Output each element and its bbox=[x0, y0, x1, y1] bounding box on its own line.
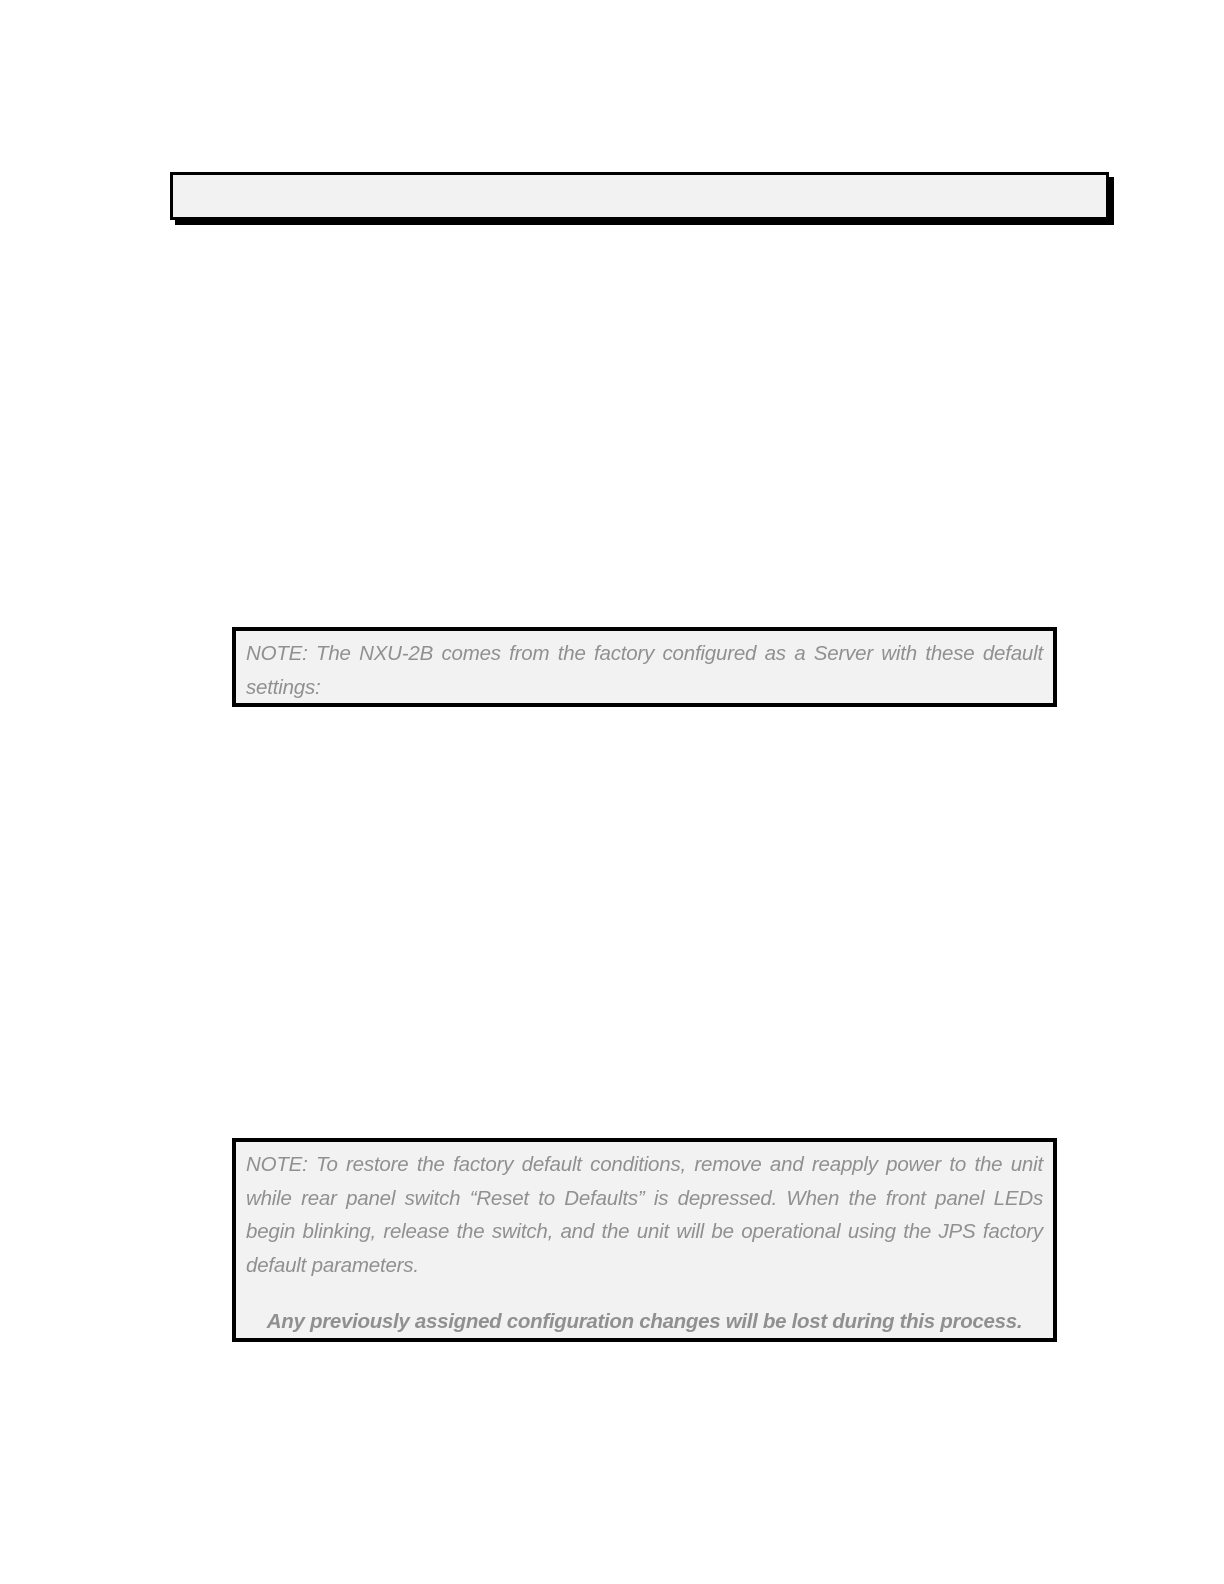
note-text: NOTE: To restore the factory default conditions, remove and reapply power to the unit while rear panel switch “Reset to Defaults” is depressed. When the front panel LEDs begin blinking, release the switch, and the unit will be operational using the JPS factory default parameters. bbox=[246, 1153, 1043, 1277]
warning-text: Any previously assigned configuration changes will be lost during this process. bbox=[266, 1310, 1023, 1333]
section-header-bar bbox=[170, 172, 1109, 220]
default-settings-note bbox=[232, 627, 1057, 707]
note-text: NOTE: The NXU-2B comes from the factory configured as a Server with these default settings: bbox=[246, 642, 1043, 699]
reset-defaults-note bbox=[232, 1138, 1057, 1342]
